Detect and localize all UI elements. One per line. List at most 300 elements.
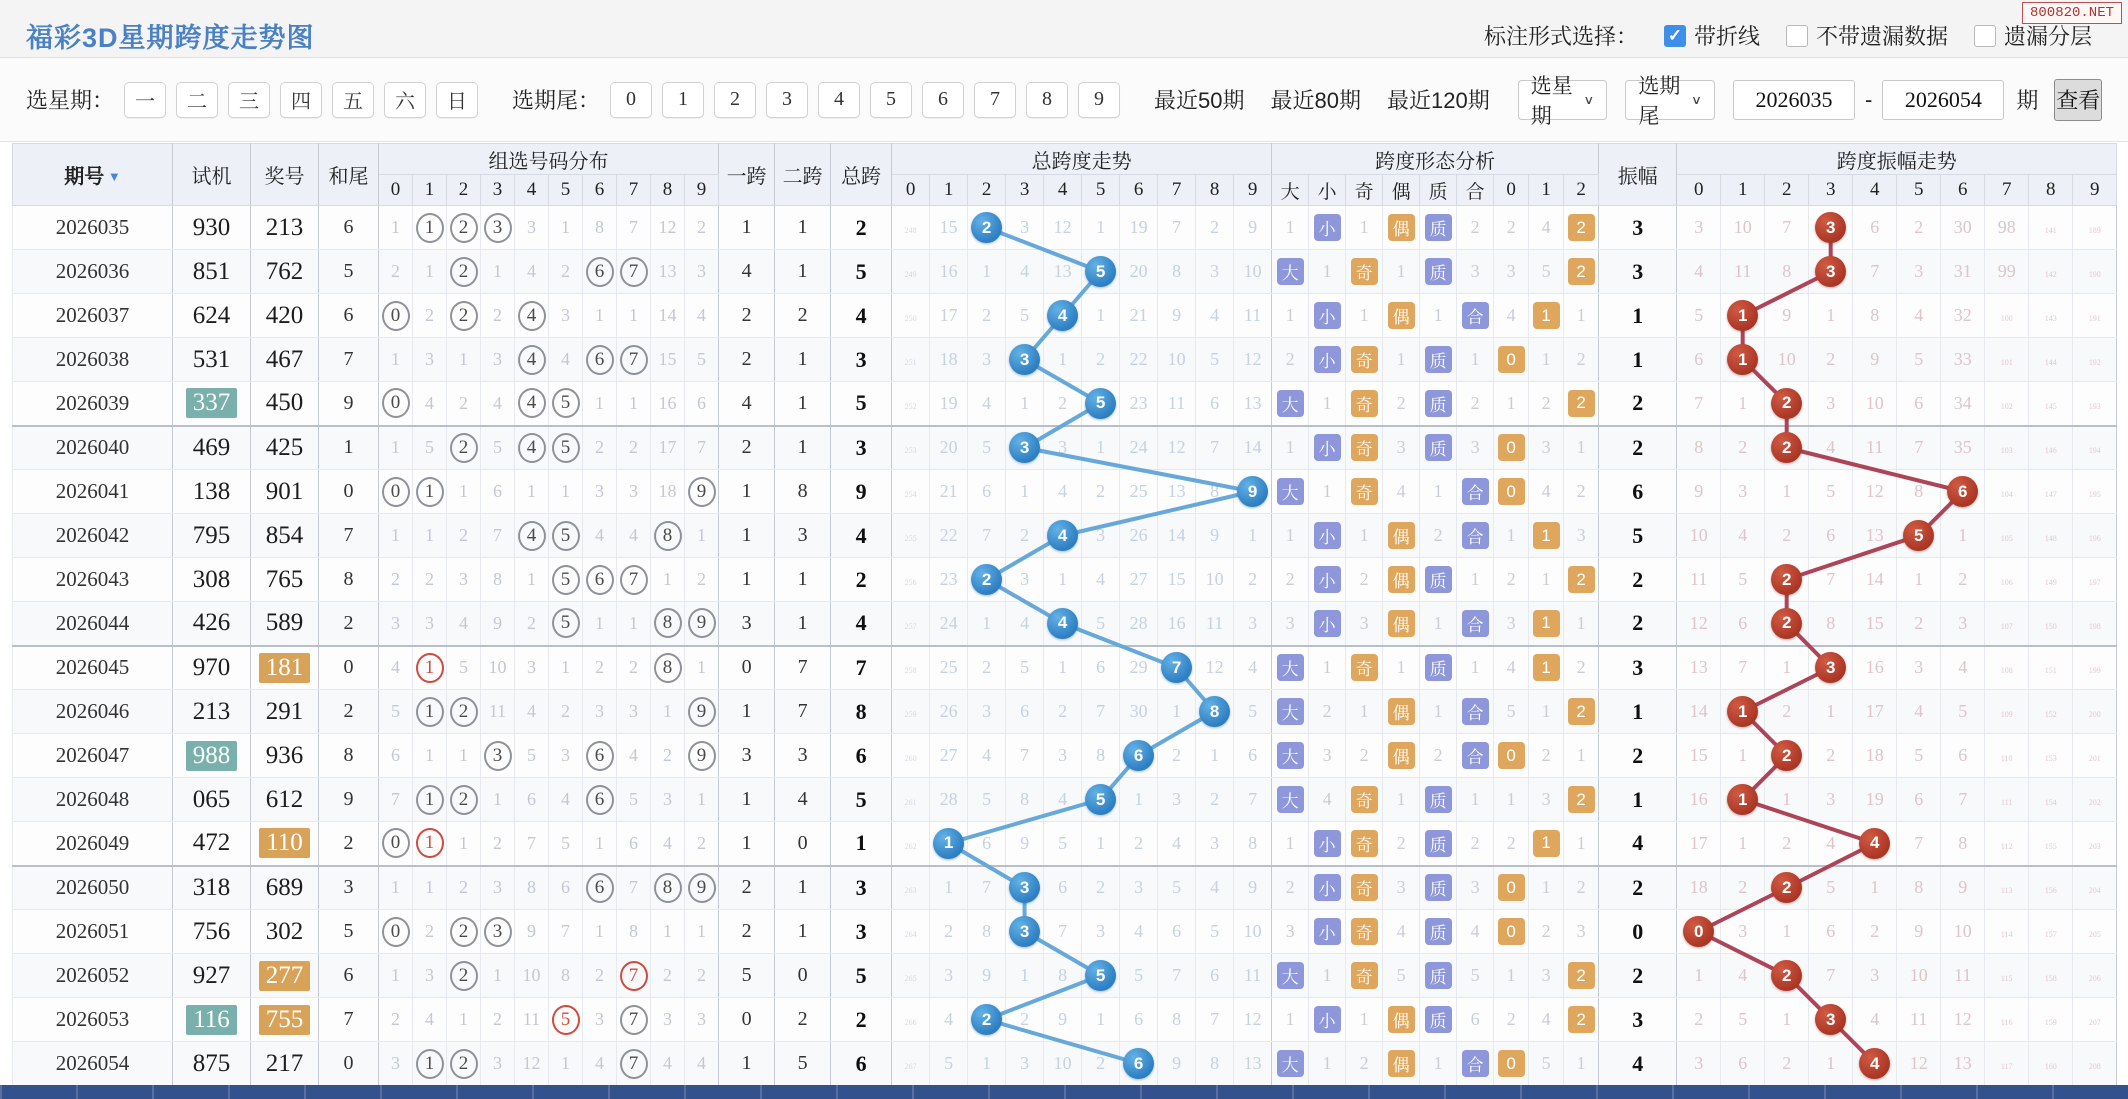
cell-zong-trend: 7 <box>1006 734 1044 778</box>
cell-zuxuan: 18 <box>651 470 685 514</box>
cell-zuxuan: 4 <box>481 382 515 426</box>
tail-button-7[interactable]: 7 <box>974 82 1016 118</box>
cell-zuxuan: 1 <box>379 866 413 910</box>
cell-jianghao <box>251 646 319 690</box>
cell-zong-trend: 5 <box>968 426 1006 470</box>
cell-amp-trend: 2 <box>1765 822 1809 866</box>
cell-xingtai <box>1346 426 1383 470</box>
cell-zong-trend <box>1044 514 1082 558</box>
cell-shiji <box>173 998 251 1042</box>
xingtai-badge: 2 <box>1568 698 1595 725</box>
tail-buttons <box>610 82 1120 118</box>
cell-zuxuan: 2 <box>583 954 617 998</box>
column-header-erkua: 二跨 <box>775 144 831 206</box>
cell-zong-trend: 254 <box>892 470 930 514</box>
cell-zuxuan: 2 <box>685 558 719 602</box>
cell-zuxuan: 3 <box>515 206 549 250</box>
subheader-amptrend-8: 8 <box>2029 175 2073 206</box>
cell-zong-trend: 4 <box>1120 910 1158 954</box>
subheader-zongtrend-6: 6 <box>1120 175 1158 206</box>
cell-zongkua: 3 <box>831 866 892 910</box>
amp-trend-ball: 3 <box>1815 212 1846 243</box>
cell-zong-trend: 12 <box>1158 426 1196 470</box>
cell-xingtai <box>1346 910 1383 954</box>
cell-amp-trend: 195 <box>2073 470 2117 514</box>
cell-erkua: 1 <box>775 382 831 426</box>
cell-jianghao <box>251 954 319 998</box>
cell-zongkua: 9 <box>831 470 892 514</box>
cell-zong-trend: 2 <box>1044 382 1082 426</box>
cell-amp-trend: 101 <box>1985 338 2029 382</box>
cell-zong-trend: 3 <box>1082 910 1120 954</box>
cell-zong-trend: 29 <box>1120 646 1158 690</box>
cell-amp-trend: 1 <box>1897 558 1941 602</box>
hit-digit-circle: 9 <box>688 608 716 638</box>
cell-amp-trend: 207 <box>2073 998 2117 1042</box>
cell-amp-trend: 203 <box>2073 822 2117 866</box>
cell-amp-trend: 11 <box>1897 998 1941 1042</box>
subheader-zongtrend-7: 7 <box>1158 175 1196 206</box>
period-to-input[interactable] <box>1882 80 2004 120</box>
hit-digit-circle: 9 <box>688 697 716 727</box>
cell-zong-trend: 1 <box>1234 514 1272 558</box>
cell-zuxuan: 2 <box>481 998 515 1042</box>
cell-zuxuan <box>413 470 447 514</box>
cell-amp-trend: 32 <box>1941 294 1985 338</box>
hit-digit-circle: 2 <box>450 785 478 815</box>
cell-xingtai <box>1383 514 1420 558</box>
cell-zong-trend: 19 <box>1120 206 1158 250</box>
cell-amp-trend: 5 <box>1721 998 1765 1042</box>
cell-amp-trend: 160 <box>2029 1042 2073 1086</box>
cell-amp-trend: 1 <box>1765 646 1809 690</box>
tail-button-1[interactable]: 1 <box>662 82 704 118</box>
cell-zuxuan <box>379 382 413 426</box>
week-button-五[interactable]: 五 <box>332 82 374 118</box>
cell-zuxuan: 1 <box>447 998 481 1042</box>
cell-zuxuan: 2 <box>413 558 447 602</box>
hit-digit-circle: 2 <box>450 213 478 243</box>
cell-xingtai: 1 <box>1457 558 1494 602</box>
cell-amp-trend: 2 <box>1721 426 1765 470</box>
cell-xingtai <box>1420 910 1457 954</box>
cell-amp-trend: 8 <box>1809 602 1853 646</box>
tail-button-8[interactable]: 8 <box>1026 82 1068 118</box>
cell-amp-trend: 1 <box>1677 954 1721 998</box>
cell-xingtai: 1 <box>1494 514 1529 558</box>
cell-qihao: 2026042 <box>13 514 173 558</box>
cell-amp-trend: 8 <box>1897 866 1941 910</box>
cell-yikua: 5 <box>719 954 775 998</box>
cell-amp-trend: 158 <box>2029 954 2073 998</box>
cell-zhenfu: 4 <box>1599 1042 1677 1086</box>
tail-button-4[interactable]: 4 <box>818 82 860 118</box>
annotation-option-0[interactable] <box>1664 20 1760 51</box>
cell-zong-trend: 20 <box>930 426 968 470</box>
cell-jianghao: 217 <box>251 1042 319 1086</box>
cell-zuxuan: 3 <box>481 1042 515 1086</box>
cell-xingtai <box>1457 470 1494 514</box>
xingtai-badge: 奇 <box>1351 962 1378 989</box>
table-row <box>13 954 2117 998</box>
subheader-zuxuan-3: 3 <box>481 175 515 206</box>
xingtai-badge: 0 <box>1498 874 1525 901</box>
cell-amp-trend: 196 <box>2073 514 2117 558</box>
cell-zuxuan <box>447 954 481 998</box>
cell-xingtai <box>1272 778 1309 822</box>
cell-zuxuan: 4 <box>583 1042 617 1086</box>
annotation-controls <box>1484 20 2092 51</box>
cell-zong-trend: 5 <box>1196 338 1234 382</box>
amp-trend-ball: 2 <box>1771 960 1802 991</box>
cell-zong-trend: 8 <box>1196 1042 1234 1086</box>
cell-zhenfu: 3 <box>1599 646 1677 690</box>
cell-jianghao: 854 <box>251 514 319 558</box>
checkbox-unchecked-icon[interactable] <box>1786 25 1808 47</box>
cell-zong-trend: 265 <box>892 954 930 998</box>
cell-amp-trend <box>1721 338 1765 382</box>
cell-hewei: 6 <box>319 294 379 338</box>
cell-zong-trend: 25 <box>930 646 968 690</box>
repeat-digit-circle: 1 <box>416 828 444 858</box>
cell-amp-trend <box>1765 382 1809 426</box>
cell-zuxuan <box>413 778 447 822</box>
week-button-一[interactable]: 一 <box>124 82 166 118</box>
cell-zuxuan: 3 <box>617 470 651 514</box>
checkbox-unchecked-icon[interactable] <box>1974 25 1996 47</box>
tail-button-2[interactable]: 2 <box>714 82 756 118</box>
xingtai-badge: 质 <box>1425 258 1452 285</box>
cell-yikua: 1 <box>719 470 775 514</box>
recent-link-1[interactable]: 最近80期 <box>1270 88 1361 113</box>
cell-zong-trend: 3 <box>1006 206 1044 250</box>
xingtai-badge: 0 <box>1498 918 1525 945</box>
cell-yikua: 1 <box>719 690 775 734</box>
xingtai-badge: 1 <box>1533 302 1560 329</box>
xingtai-badge: 2 <box>1568 962 1595 989</box>
xingtai-badge: 0 <box>1498 1050 1525 1077</box>
cell-zong-trend: 4 <box>1196 294 1234 338</box>
cell-xingtai: 1 <box>1529 338 1564 382</box>
cell-amp-trend: 1 <box>1765 778 1809 822</box>
recent-link-2[interactable]: 最近120期 <box>1387 88 1490 113</box>
tail-button-0[interactable]: 0 <box>610 82 652 118</box>
cell-zong-trend <box>968 206 1006 250</box>
cell-zhenfu: 6 <box>1599 470 1677 514</box>
cell-zongkua: 5 <box>831 250 892 294</box>
cell-zong-trend: 4 <box>930 998 968 1042</box>
cell-jianghao: 901 <box>251 470 319 514</box>
hit-digit-circle: 9 <box>688 741 716 771</box>
cell-zong-trend: 251 <box>892 338 930 382</box>
xingtai-badge: 奇 <box>1351 478 1378 505</box>
xingtai-badge: 1 <box>1533 522 1560 549</box>
cell-shiji: 318 <box>173 866 251 910</box>
amp-trend-ball: 2 <box>1771 740 1802 771</box>
recent-links <box>1154 84 1490 115</box>
cell-amp-trend: 4 <box>1853 998 1897 1042</box>
cell-zuxuan: 3 <box>413 602 447 646</box>
subheader-zongtrend-9: 9 <box>1234 175 1272 206</box>
subheader-zuxuan-5: 5 <box>549 175 583 206</box>
cell-amp-trend: 8 <box>1765 250 1809 294</box>
cell-qihao: 2026054 <box>13 1042 173 1086</box>
cell-amp-trend: 18 <box>1853 734 1897 778</box>
cell-xingtai: 2 <box>1564 338 1599 382</box>
cell-amp-trend <box>1853 822 1897 866</box>
cell-zong-trend: 3 <box>1044 426 1082 470</box>
cell-zong-trend: 1 <box>1120 778 1158 822</box>
cell-zuxuan: 6 <box>379 734 413 778</box>
cell-amp-trend: 146 <box>2029 426 2073 470</box>
subheader-xingtai-2: 2 <box>1564 175 1599 206</box>
tail-button-9[interactable]: 9 <box>1078 82 1120 118</box>
cell-xingtai <box>1564 250 1599 294</box>
tail-button-6[interactable]: 6 <box>922 82 964 118</box>
cell-shiji: 927 <box>173 954 251 998</box>
zong-trend-ball: 6 <box>1123 740 1154 771</box>
cell-zong-trend <box>1082 954 1120 998</box>
cell-zuxuan <box>447 910 481 954</box>
cell-zong-trend: 3 <box>1082 514 1120 558</box>
cell-amp-trend <box>1809 998 1853 1042</box>
cell-amp-trend: 109 <box>1985 690 2029 734</box>
cell-zong-trend: 5 <box>930 1042 968 1086</box>
cell-zong-trend: 4 <box>1044 470 1082 514</box>
hit-digit-circle: 4 <box>518 301 546 331</box>
hit-digit-circle: 7 <box>620 1005 648 1035</box>
hit-digit-circle: 8 <box>654 653 682 683</box>
cell-zuxuan: 8 <box>549 954 583 998</box>
cell-zong-trend: 5 <box>1120 954 1158 998</box>
cell-zong-trend: 2 <box>968 294 1006 338</box>
cell-jianghao: 420 <box>251 294 319 338</box>
cell-amp-trend: 142 <box>2029 250 2073 294</box>
cell-amp-trend: 10 <box>1897 954 1941 998</box>
cell-amp-trend: 149 <box>2029 558 2073 602</box>
period-from-input[interactable] <box>1733 80 1855 120</box>
cell-zuxuan: 12 <box>651 206 685 250</box>
cell-zong-trend: 7 <box>968 866 1006 910</box>
tail-dropdown[interactable]: 选期尾 ∨ <box>1625 80 1715 120</box>
tail-button-5[interactable]: 5 <box>870 82 912 118</box>
cell-xingtai: 6 <box>1457 998 1494 1042</box>
cell-xingtai: 5 <box>1529 250 1564 294</box>
cell-amp-trend: 204 <box>2073 866 2117 910</box>
amp-trend-ball: 4 <box>1859 828 1890 859</box>
cell-zong-trend <box>1082 778 1120 822</box>
xingtai-badge: 小 <box>1314 566 1341 593</box>
table-row <box>13 338 2117 382</box>
cell-zong-trend: 3 <box>968 690 1006 734</box>
cell-xingtai <box>1494 910 1529 954</box>
cell-zong-trend: 3 <box>1196 822 1234 866</box>
xingtai-badge: 偶 <box>1388 742 1415 769</box>
recent-link-0[interactable]: 最近50期 <box>1154 88 1245 113</box>
xingtai-badge: 大 <box>1277 742 1304 769</box>
hit-digit-circle: 6 <box>586 565 614 595</box>
checkbox-checked-icon[interactable] <box>1664 25 1686 47</box>
cell-xingtai: 1 <box>1457 338 1494 382</box>
xingtai-badge: 大 <box>1277 478 1304 505</box>
hit-digit-circle: 9 <box>688 477 716 507</box>
repeat-digit-circle: 1 <box>416 653 444 683</box>
cell-zongkua: 1 <box>831 822 892 866</box>
cell-qihao: 2026036 <box>13 250 173 294</box>
cell-xingtai <box>1309 514 1346 558</box>
cell-zuxuan: 3 <box>685 250 719 294</box>
cell-amp-trend: 194 <box>2073 426 2117 470</box>
cell-amp-trend: 5 <box>1897 734 1941 778</box>
cell-amp-trend: 6 <box>1721 1042 1765 1086</box>
cell-zuxuan <box>481 910 515 954</box>
cell-amp-trend: 113 <box>1985 866 2029 910</box>
table-row <box>13 646 2117 690</box>
cell-zong-trend: 2 <box>1006 998 1044 1042</box>
xingtai-badge: 奇 <box>1351 830 1378 857</box>
cell-amp-trend <box>1721 778 1765 822</box>
cell-zong-trend: 2 <box>1082 470 1120 514</box>
view-button[interactable]: 查看 <box>2054 79 2102 121</box>
cell-zuxuan <box>379 910 413 954</box>
cell-zong-trend: 12 <box>1234 338 1272 382</box>
cell-zong-trend: 9 <box>1196 514 1234 558</box>
cell-amp-trend: 5 <box>1941 690 1985 734</box>
annotation-option-2[interactable] <box>1974 20 2092 51</box>
cell-amp-trend: 1 <box>1853 866 1897 910</box>
week-button-四[interactable]: 四 <box>280 82 322 118</box>
cell-xingtai: 3 <box>1564 514 1599 558</box>
cell-yikua: 3 <box>719 734 775 778</box>
cell-yikua: 1 <box>719 206 775 250</box>
hit-digit-circle: 8 <box>654 521 682 551</box>
cell-zuxuan: 5 <box>413 426 447 470</box>
cell-xingtai <box>1457 514 1494 558</box>
cell-xingtai <box>1420 338 1457 382</box>
cell-zongkua: 4 <box>831 602 892 646</box>
cell-zuxuan: 1 <box>583 910 617 954</box>
xingtai-badge: 质 <box>1425 962 1452 989</box>
xingtai-badge: 2 <box>1568 1006 1595 1033</box>
cell-xingtai <box>1494 426 1529 470</box>
table-row <box>13 910 2117 954</box>
cell-amp-trend: 4 <box>1809 426 1853 470</box>
cell-xingtai <box>1420 426 1457 470</box>
cell-amp-trend: 5 <box>1897 338 1941 382</box>
tail-button-3[interactable]: 3 <box>766 82 808 118</box>
cell-xingtai: 1 <box>1383 250 1420 294</box>
cell-zuxuan: 2 <box>379 998 413 1042</box>
cell-zhenfu: 1 <box>1599 294 1677 338</box>
cell-yikua: 3 <box>719 602 775 646</box>
cell-zuxuan <box>583 778 617 822</box>
xingtai-badge: 2 <box>1568 214 1595 241</box>
annotation-option-label: 带折线 <box>1693 24 1760 49</box>
cell-zong-trend: 266 <box>892 998 930 1042</box>
cell-zuxuan: 2 <box>685 206 719 250</box>
cell-zuxuan: 3 <box>583 998 617 1042</box>
cell-hewei: 6 <box>319 954 379 998</box>
cell-amp-trend: 1 <box>1721 734 1765 778</box>
cell-xingtai <box>1529 822 1564 866</box>
cell-xingtai <box>1420 778 1457 822</box>
xingtai-badge: 质 <box>1425 346 1452 373</box>
cell-zong-trend: 3 <box>1158 778 1196 822</box>
hit-digit-circle: 1 <box>416 697 444 727</box>
cell-xingtai <box>1272 646 1309 690</box>
cell-xingtai <box>1457 602 1494 646</box>
cell-amp-trend: 1 <box>1721 822 1765 866</box>
cell-amp-trend: 2 <box>1809 734 1853 778</box>
cell-zuxuan: 10 <box>515 954 549 998</box>
cell-zuxuan: 3 <box>413 954 447 998</box>
cell-zong-trend: 3 <box>930 954 968 998</box>
cell-hewei: 5 <box>319 250 379 294</box>
cell-xingtai: 2 <box>1272 338 1309 382</box>
zong-trend-ball: 2 <box>971 564 1002 595</box>
cell-amp-trend <box>1765 558 1809 602</box>
week-button-二[interactable]: 二 <box>176 82 218 118</box>
cell-zong-trend: 1 <box>1006 470 1044 514</box>
xingtai-badge: 偶 <box>1388 610 1415 637</box>
table-row <box>13 778 2117 822</box>
cell-zuxuan: 5 <box>515 734 549 778</box>
cell-hewei: 1 <box>319 426 379 470</box>
cell-zuxuan <box>583 250 617 294</box>
cell-amp-trend: 3 <box>1853 954 1897 998</box>
cell-zong-trend: 24 <box>1120 426 1158 470</box>
cell-zong-trend: 27 <box>930 734 968 778</box>
xingtai-badge: 质 <box>1425 786 1452 813</box>
cell-xingtai <box>1309 294 1346 338</box>
cell-shiji: 531 <box>173 338 251 382</box>
cell-xingtai: 3 <box>1529 778 1564 822</box>
cell-zuxuan: 3 <box>617 690 651 734</box>
cell-zong-trend: 253 <box>892 426 930 470</box>
zong-trend-ball: 3 <box>1009 872 1040 903</box>
week-button-三[interactable]: 三 <box>228 82 270 118</box>
cell-xingtai: 1 <box>1309 1042 1346 1086</box>
week-button-六[interactable]: 六 <box>384 82 426 118</box>
column-header-qihao[interactable]: 期号 ▼ <box>13 144 173 206</box>
cell-zong-trend: 4 <box>1082 558 1120 602</box>
cell-xingtai <box>1383 734 1420 778</box>
cell-zong-trend: 15 <box>1158 558 1196 602</box>
cell-amp-trend: 156 <box>2029 866 2073 910</box>
cell-zuxuan: 2 <box>685 822 719 866</box>
cell-amp-trend: 105 <box>1985 514 2029 558</box>
cell-zuxuan: 3 <box>651 778 685 822</box>
cell-shiji: 624 <box>173 294 251 338</box>
cell-amp-trend: 1 <box>1765 470 1809 514</box>
subheader-amptrend-7: 7 <box>1985 175 2029 206</box>
cell-zong-trend: 7 <box>1196 426 1234 470</box>
annotation-option-1[interactable] <box>1786 20 1948 51</box>
cell-amp-trend: 6 <box>1809 910 1853 954</box>
xingtai-badge: 奇 <box>1351 390 1378 417</box>
cell-xingtai: 2 <box>1494 206 1529 250</box>
week-dropdown[interactable]: 选星期 ∨ <box>1518 80 1608 120</box>
cell-zong-trend: 6 <box>1006 690 1044 734</box>
cell-zuxuan <box>549 514 583 558</box>
cell-zong-trend: 20 <box>1120 250 1158 294</box>
cell-zhenfu: 3 <box>1599 998 1677 1042</box>
xingtai-badge: 偶 <box>1388 1006 1415 1033</box>
subheader-zongtrend-5: 5 <box>1082 175 1120 206</box>
week-button-日[interactable]: 日 <box>436 82 478 118</box>
xingtai-badge: 合 <box>1462 1050 1489 1077</box>
cell-xingtai <box>1383 206 1420 250</box>
